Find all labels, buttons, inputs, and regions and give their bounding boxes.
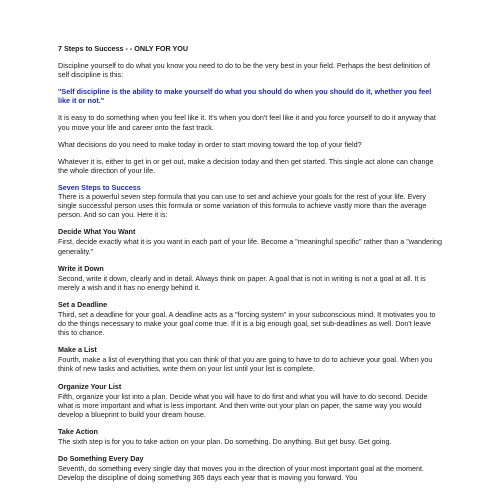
section-title: Seven Steps to Success	[58, 182, 141, 192]
step-text: First, decide exactly what it is you want in each part of your life. Become a "meaningful specific" rather than a "wandering generality."	[58, 237, 442, 256]
paragraph-3: Whatever it is, either to get in or get out, make a decision today and then get started. This single act alone can change the whole direction of your life.	[58, 156, 434, 175]
step-2	[58, 264, 443, 292]
document-title: 7 Steps to Success - - ONLY FOR YOU	[58, 44, 189, 53]
intro-paragraph: Discipline yourself to do what you know you need to do to be the very best in your field. Perhaps the best definition of self discipline is this:	[58, 61, 430, 80]
step-6	[58, 427, 443, 446]
step-title: Organize Your List	[58, 381, 122, 391]
step-title: Decide What You Want	[58, 227, 136, 237]
paragraph-1: It is easy to do something when you feel like it. It's when you don't feel like it and you force yourself to do it anyway that you move your life and career onto the fast track.	[58, 113, 436, 132]
paragraph-2: What decisions do you need to make today in order to start moving toward the top of your field?	[58, 139, 362, 149]
step-7	[58, 454, 443, 482]
step-5	[58, 382, 443, 419]
step-title: Make a List	[58, 345, 97, 355]
step-text: Second, write it down, clearly and in detail. Always think on paper. A goal that is not in writing is not a goal at all. It is merely a wish and it has no energy behind it.	[58, 273, 426, 292]
step-text: Fourth, make a list of everything that you can think of that you are going to have to do to achieve your goal. When you think of new tasks and activities, write them on your list until your list is complete.	[58, 355, 433, 374]
step-text: Seventh, do something every single day that moves you in the direction of your most important goal at the moment. Develop the discipline of doing something 365 days each year that is moving you forward. You	[58, 464, 424, 483]
section-intro: There is a powerful seven step formula that you can use to set and achieve your goals for the rest of your life. Every single successful person uses this formula or some variation of this formula to achieve vastly more than the average person. And so can you. Here it is:	[58, 192, 427, 220]
step-1	[58, 227, 443, 255]
step-title: Do Something Every Day	[58, 454, 144, 464]
step-title: Write it Down	[58, 263, 104, 273]
step-title: Set a Deadline	[58, 299, 108, 309]
step-text: The sixth step is for you to take action on your plan. Do something. Do anything. But get busy. Get going.	[58, 437, 392, 446]
step-3	[58, 300, 443, 337]
step-title: Take Action	[58, 426, 98, 436]
quote-paragraph: "Self discipline is the ability to make yourself do what you should do when you should do it, whether you feel like it or not."	[58, 87, 432, 106]
step-4	[58, 345, 443, 373]
step-text: Third, set a deadline for your goal. A deadline acts as a "forcing system" in your subconscious mind. It motivates you to do the things necessary to make your goal come true. If it is a big enough goal, set sub-deadlines as well. Don't leave this to chance.	[58, 309, 436, 338]
step-text: Fifth, organize your list into a plan. Decide what you will have to do first and what you will have to do second. Decide what is more important and what is less important. And then write out your plan on paper, the same way you would develop a blueprint to build your dream house.	[58, 391, 428, 419]
